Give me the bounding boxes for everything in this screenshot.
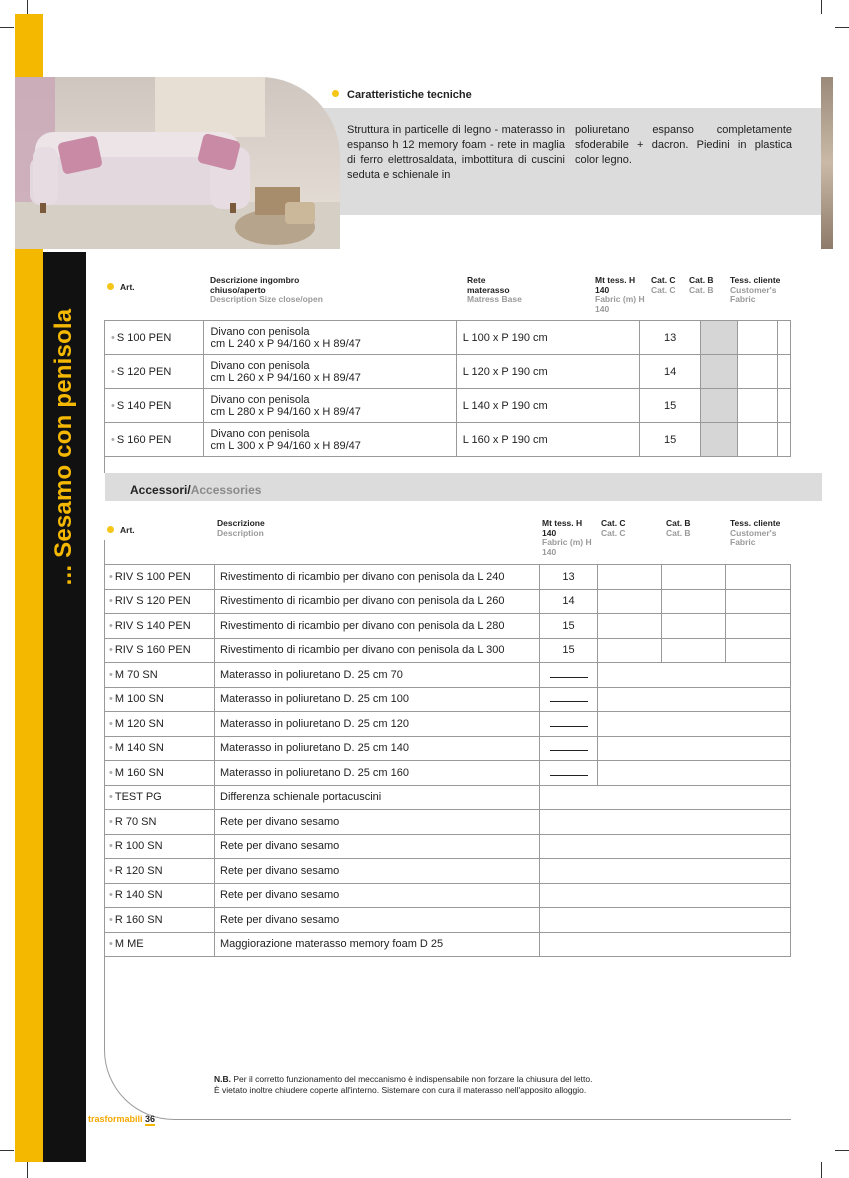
empty-cell xyxy=(598,761,791,786)
desc-cell: Divano con penisola cm L 280 x P 94/160 x H 89/47 xyxy=(204,389,456,423)
mt-cell: 14 xyxy=(640,355,701,389)
dot-icon: • xyxy=(109,668,113,681)
table-row xyxy=(105,736,791,761)
dot-icon: • xyxy=(109,938,113,951)
side-title xyxy=(43,252,86,642)
tech-text-col1: Struttura in particelle di legno - materasso in espanso h 12 memory foam - rete in maglia di ferro elettrosaldata, imbottitura di cuscini seduta e schienale in xyxy=(347,124,565,181)
product-photo xyxy=(15,77,340,249)
table-row xyxy=(105,810,791,835)
t2-header-catb: Cat. B Cat. B xyxy=(666,518,691,538)
t1-header-mt: Mt tess. H 140 Fabric (m) H 140 xyxy=(595,275,645,314)
crop-mark xyxy=(821,0,822,14)
blank-line xyxy=(550,768,588,776)
desc-cell: Rete per divano sesamo xyxy=(215,908,540,933)
art-cell: • M 160 SN xyxy=(105,761,215,786)
table-row xyxy=(105,687,791,712)
dot-icon: • xyxy=(109,791,113,804)
catb-cell xyxy=(737,321,777,355)
blank-line xyxy=(550,670,588,678)
table-row xyxy=(105,712,791,737)
tech-text-col2: poliuretano espanso completamente sfoderabile + dacron. Piedini in plastica color legno. xyxy=(575,124,792,166)
art-cell: • R 120 SN xyxy=(105,859,215,884)
dot-icon: • xyxy=(109,717,113,730)
desc-cell: Rete per divano sesamo xyxy=(215,859,540,884)
catb-cell xyxy=(737,423,777,457)
table-row xyxy=(105,663,791,688)
dot-icon: • xyxy=(109,864,113,877)
art-cell: • M 70 SN xyxy=(105,663,215,688)
tess-cell xyxy=(726,614,791,639)
crop-mark xyxy=(27,1162,28,1178)
table-row xyxy=(105,761,791,786)
art-cell: • M 140 SN xyxy=(105,736,215,761)
crop-mark xyxy=(835,1150,849,1151)
sofa-photo-illustration xyxy=(15,77,340,249)
mt-cell: 15 xyxy=(640,389,701,423)
crop-mark xyxy=(835,27,849,28)
tess-cell xyxy=(726,638,791,663)
empty-cell xyxy=(598,663,791,688)
empty-cell xyxy=(598,736,791,761)
tech-title xyxy=(332,89,472,101)
mt-cell: 15 xyxy=(540,638,598,663)
catb-cell xyxy=(662,565,726,590)
desc-cell: Divano con penisola cm L 300 x P 94/160 x H 89/47 xyxy=(204,423,456,457)
accessories-table xyxy=(104,564,791,957)
art-cell: • S 120 PEN xyxy=(105,355,204,389)
art-cell: • TEST PG xyxy=(105,785,215,810)
t1-header-rete: Rete materasso Matress Base xyxy=(467,275,522,304)
dot-icon: • xyxy=(109,693,113,706)
tess-cell xyxy=(726,565,791,590)
dot-icon: • xyxy=(109,913,113,926)
art-cell: • R 140 SN xyxy=(105,883,215,908)
crop-mark xyxy=(0,27,14,28)
catb-cell xyxy=(737,389,777,423)
art-cell: • RIV S 100 PEN xyxy=(105,565,215,590)
desc-cell: Rete per divano sesamo xyxy=(215,834,540,859)
bullet-icon xyxy=(107,526,114,533)
art-cell: • R 100 SN xyxy=(105,834,215,859)
bullet-icon xyxy=(332,90,339,97)
desc-cell: Materasso in poliuretano D. 25 cm 140 xyxy=(215,736,540,761)
blank-line xyxy=(550,694,588,702)
page-footer: trasformabili 36 xyxy=(88,1114,156,1124)
tess-cell xyxy=(778,321,791,355)
mt-cell: 13 xyxy=(540,565,598,590)
tess-cell xyxy=(778,389,791,423)
table-row xyxy=(105,883,791,908)
table-row xyxy=(105,638,791,663)
art-cell: • RIV S 120 PEN xyxy=(105,589,215,614)
catc-cell xyxy=(701,355,737,389)
rete-cell: L 120 x P 190 cm xyxy=(456,355,639,389)
table-row xyxy=(105,389,791,423)
table-row xyxy=(105,321,791,355)
catc-cell xyxy=(598,565,662,590)
tess-cell xyxy=(778,355,791,389)
blank-line xyxy=(550,743,588,751)
dot-icon: • xyxy=(111,433,115,446)
desc-cell: Divano con penisola cm L 240 x P 94/160 x H 89/47 xyxy=(204,321,456,355)
empty-cell xyxy=(598,687,791,712)
art-cell: • S 140 PEN xyxy=(105,389,204,423)
table-row xyxy=(105,423,791,457)
t2-header-catc: Cat. C Cat. C xyxy=(601,518,626,538)
art-cell: • RIV S 140 PEN xyxy=(105,614,215,639)
art-cell: • R 70 SN xyxy=(105,810,215,835)
dot-icon: • xyxy=(109,889,113,902)
empty-cell xyxy=(540,883,791,908)
rete-cell: L 140 x P 190 cm xyxy=(456,389,639,423)
table-row xyxy=(105,565,791,590)
desc-cell: Materasso in poliuretano D. 25 cm 100 xyxy=(215,687,540,712)
catb-cell xyxy=(662,614,726,639)
crop-mark xyxy=(821,1162,822,1178)
t1-frame-line xyxy=(104,456,105,473)
mt-cell xyxy=(540,761,598,786)
mt-cell xyxy=(540,736,598,761)
desc-cell: Rivestimento di ricambio per divano con penisola da L 280 xyxy=(215,614,540,639)
desc-cell: Materasso in poliuretano D. 25 cm 70 xyxy=(215,663,540,688)
desc-cell: Rivestimento di ricambio per divano con penisola da L 300 xyxy=(215,638,540,663)
desc-cell: Materasso in poliuretano D. 25 cm 160 xyxy=(215,761,540,786)
dot-icon: • xyxy=(111,365,115,378)
t1-header-desc: Descrizione ingombro chiuso/aperto Description Size close/open xyxy=(210,275,323,304)
mt-cell: 15 xyxy=(540,614,598,639)
crop-mark xyxy=(27,0,28,14)
catb-cell xyxy=(737,355,777,389)
rete-cell: L 100 x P 190 cm xyxy=(456,321,639,355)
tess-cell xyxy=(778,423,791,457)
empty-cell xyxy=(540,859,791,884)
dot-icon: • xyxy=(109,644,113,657)
table-row xyxy=(105,908,791,933)
bullet-icon xyxy=(107,283,114,290)
sofa-table xyxy=(104,320,791,457)
empty-cell xyxy=(540,834,791,859)
table-row xyxy=(105,859,791,884)
desc-cell: Maggiorazione materasso memory foam D 25 xyxy=(215,932,540,957)
art-cell: • M 120 SN xyxy=(105,712,215,737)
tess-cell xyxy=(726,589,791,614)
empty-cell xyxy=(540,908,791,933)
t2-header-tess: Tess. cliente Customer's Fabric xyxy=(730,518,781,547)
table-row xyxy=(105,589,791,614)
mt-cell: 15 xyxy=(640,423,701,457)
dot-icon: • xyxy=(109,570,113,583)
catc-cell xyxy=(598,614,662,639)
table-row xyxy=(105,932,791,957)
desc-cell: Rete per divano sesamo xyxy=(215,810,540,835)
table-row xyxy=(105,614,791,639)
table-row xyxy=(105,834,791,859)
desc-cell: Materasso in poliuretano D. 25 cm 120 xyxy=(215,712,540,737)
mt-cell xyxy=(540,687,598,712)
dot-icon: • xyxy=(109,815,113,828)
art-cell: • R 160 SN xyxy=(105,908,215,933)
t1-header-catb: Cat. B Cat. B xyxy=(689,275,714,295)
t2-header-desc: Descrizione Description xyxy=(217,518,265,538)
empty-cell xyxy=(540,810,791,835)
empty-cell xyxy=(540,932,791,957)
t1-header-catc: Cat. C Cat. C xyxy=(651,275,676,295)
empty-cell xyxy=(598,712,791,737)
table-row xyxy=(105,355,791,389)
desc-cell: Rivestimento di ricambio per divano con penisola da L 240 xyxy=(215,565,540,590)
dot-icon: • xyxy=(109,766,113,779)
footnote: N.B. Per il corretto funzionamento del meccanismo è indispensabile non forzare la chiusura del letto. È vietato inoltre chiudere coperte all'interno. Sistemare con cura il materasso nell'apposito alloggio. xyxy=(214,1074,593,1095)
table-row xyxy=(105,785,791,810)
catc-cell xyxy=(701,389,737,423)
dot-icon: • xyxy=(111,331,115,344)
desc-cell: Rete per divano sesamo xyxy=(215,883,540,908)
desc-cell: Rivestimento di ricambio per divano con penisola da L 260 xyxy=(215,589,540,614)
catb-cell xyxy=(662,638,726,663)
dot-icon: • xyxy=(111,399,115,412)
dot-icon: • xyxy=(109,742,113,755)
catc-cell xyxy=(598,638,662,663)
accessories-title: Accessori/Accessories xyxy=(130,483,262,497)
t2-header-art: Art. xyxy=(107,526,135,536)
art-cell: • S 100 PEN xyxy=(105,321,204,355)
desc-cell: Divano con penisola cm L 260 x P 94/160 x H 89/47 xyxy=(204,355,456,389)
dot-icon: • xyxy=(109,595,113,608)
mt-cell xyxy=(540,712,598,737)
art-cell: • M 100 SN xyxy=(105,687,215,712)
crop-mark xyxy=(0,1150,14,1151)
blank-line xyxy=(550,719,588,727)
page-number: 36 xyxy=(145,1114,156,1124)
art-cell: • RIV S 160 PEN xyxy=(105,638,215,663)
mt-cell xyxy=(540,663,598,688)
next-page-photo-edge xyxy=(821,77,833,249)
mt-cell: 13 xyxy=(640,321,701,355)
catc-cell xyxy=(701,321,737,355)
dot-icon: • xyxy=(109,840,113,853)
catc-cell xyxy=(701,423,737,457)
t2-header-mt: Mt tess. H 140 Fabric (m) H 140 xyxy=(542,518,592,557)
art-cell: • S 160 PEN xyxy=(105,423,204,457)
empty-cell xyxy=(540,785,791,810)
catb-cell xyxy=(662,589,726,614)
dot-icon: • xyxy=(109,619,113,632)
desc-cell: Differenza schienale portacuscini xyxy=(215,785,540,810)
t1-header-tess: Tess. cliente Customer's Fabric xyxy=(730,275,781,304)
art-cell: • M ME xyxy=(105,932,215,957)
side-title-text: ... Sesamo con penisola xyxy=(50,308,77,586)
rete-cell: L 160 x P 190 cm xyxy=(456,423,639,457)
t1-header-art: Art. xyxy=(107,283,135,293)
mt-cell: 14 xyxy=(540,589,598,614)
tech-title-text: Caratteristiche tecniche xyxy=(347,89,472,101)
catc-cell xyxy=(598,589,662,614)
